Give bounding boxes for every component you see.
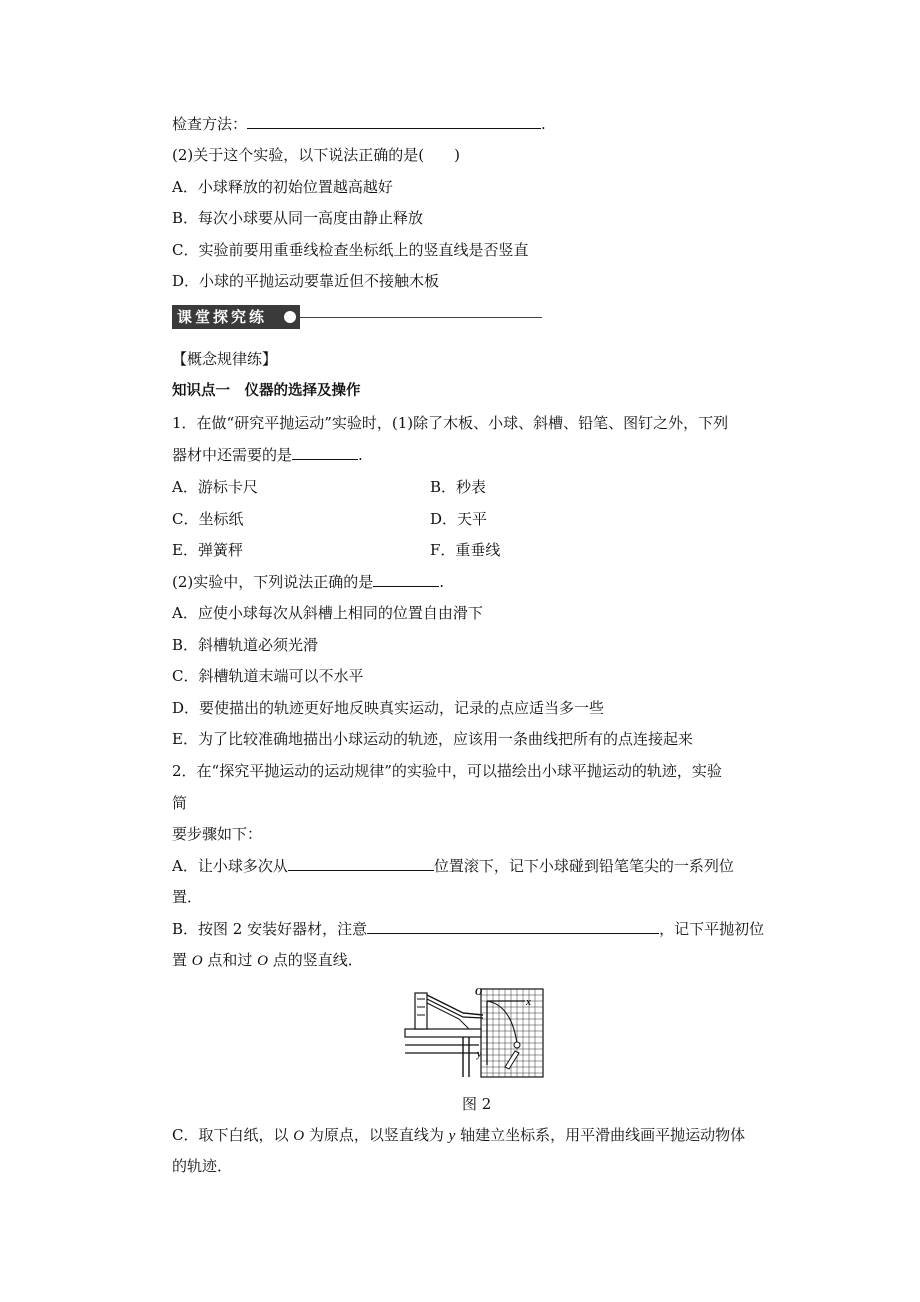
step-b-line1	[172, 919, 764, 939]
q1-option-f: F．重垂线	[430, 541, 501, 559]
var-y: y	[448, 1128, 456, 1144]
text: C．取下白纸，以	[172, 1126, 294, 1144]
answer-blank[interactable]	[247, 114, 541, 129]
var-o: O	[191, 953, 203, 969]
subheading: 【概念规律练】	[172, 350, 278, 368]
section-title: 课堂探究练	[172, 305, 300, 329]
q1-part2-text: (2)实验中，下列说法正确的是	[172, 573, 374, 591]
step-c-line2: 的轨迹．	[172, 1157, 233, 1175]
q2-option-a: A．小球释放的初始位置越高越好	[172, 178, 393, 196]
q1-stem-line1: 1．在做“研究平抛运动”实验时，(1)除了木板、小球、斜槽、铅笔、图钉之外，下列	[172, 414, 729, 432]
knowledge-point: 知识点一 仪器的选择及操作	[172, 383, 361, 399]
step-c-line1	[172, 1125, 745, 1146]
apparatus-diagram	[403, 985, 545, 1081]
q2-option-b: B．每次小球要从同一高度由静止释放	[172, 209, 424, 227]
label-y: y	[477, 1049, 482, 1060]
q2b-stem-line1: 2．在“探究平抛运动的运动规律”的实验中，可以描绘出小球平抛运动的轨迹，实验	[172, 762, 722, 780]
q1-option-d: D．天平	[430, 510, 488, 528]
text: 点和过	[202, 951, 258, 969]
q1-answer-blank[interactable]	[292, 445, 358, 460]
q1-part2-option-d: D．要使描出的轨迹更好地反映真实运动，记录的点应适当多一些	[172, 699, 605, 717]
var-o: O	[293, 1128, 305, 1144]
q1-stem-text: 器材中还需要的是	[172, 446, 293, 464]
q1-option-c: C．坐标纸	[172, 510, 244, 528]
q2b-stem-line2: 简	[172, 794, 188, 812]
q1-stem-line2	[172, 445, 363, 465]
q1-part2-option-e: E．为了比较准确地描出小球运动的轨迹，应该用一条曲线把所有的点连接起来	[172, 730, 693, 748]
step-a-line1	[172, 856, 734, 876]
text: 点的竖直线．	[268, 951, 363, 969]
step-a-line2: 置．	[172, 888, 203, 906]
bullet-icon	[284, 311, 296, 323]
text: 轴建立坐标系，用平滑曲线画平抛运动物体	[455, 1126, 746, 1144]
check-method-label: 检查方法：	[172, 115, 248, 133]
q1-option-a: A．游标卡尺	[172, 478, 258, 496]
period: .	[358, 446, 363, 464]
period: .	[439, 573, 445, 591]
step-a-text-post: 位置滚下，记下小球碰到铅笔笔尖的一系列位	[433, 857, 734, 875]
step-b-blank[interactable]	[367, 919, 659, 934]
q1-part2-option-a: A．应使小球每次从斜槽上相同的位置自由滑下	[172, 604, 483, 622]
q1-part2-blank[interactable]	[373, 572, 439, 587]
label-o: O	[475, 987, 483, 998]
step-b-text: B．按图 2 安装好器材，注意	[172, 920, 368, 938]
check-method-line	[172, 114, 546, 134]
step-a-text: A．让小球多次从	[172, 857, 288, 875]
text: 置	[172, 951, 192, 969]
q1-option-b: B．秒表	[430, 478, 487, 496]
q2-stem: (2)关于这个实验，以下说法正确的是( )	[172, 146, 460, 164]
step-b-text-post: ，记下平抛初位	[659, 920, 765, 938]
step-b-line2	[172, 950, 363, 971]
figure-caption: 图 2	[462, 1095, 492, 1113]
q2-option-c: C．实验前要用重垂线检查坐标纸上的竖直线是否竖直	[172, 241, 529, 259]
section-header	[172, 305, 542, 329]
var-o: O	[257, 953, 269, 969]
q1-part2-stem	[172, 572, 444, 592]
q1-part2-option-c: C．斜槽轨道末端可以不水平	[172, 667, 364, 685]
q1-option-e: E．弹簧秤	[172, 541, 243, 559]
text: 为原点，以竖直线为	[304, 1126, 449, 1144]
q2b-stem-line3: 要步骤如下：	[172, 825, 263, 843]
q2-option-d: D．小球的平抛运动要靠近但不接触木板	[172, 272, 440, 290]
figure-2	[403, 985, 545, 1081]
section-rule	[300, 317, 542, 318]
step-a-blank[interactable]	[288, 856, 434, 871]
period: .	[541, 115, 546, 133]
q1-part2-option-b: B．斜槽轨道必须光滑	[172, 636, 319, 654]
label-x: x	[526, 997, 531, 1008]
